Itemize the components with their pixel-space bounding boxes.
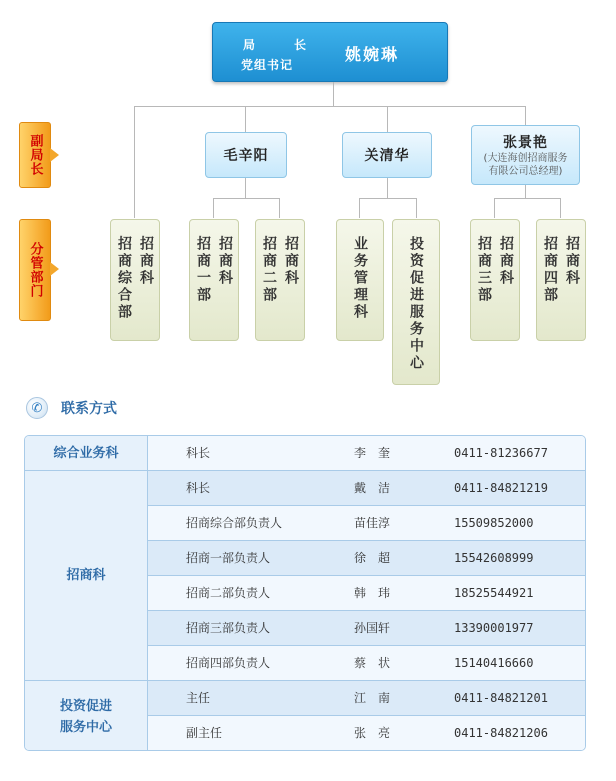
row-phone: 0411-84821219 <box>454 481 548 495</box>
row-phone: 0411-84821201 <box>454 691 548 705</box>
row-title: 招商一部负责人 <box>186 551 271 565</box>
row-person: 江 南 <box>354 691 391 705</box>
category-cell <box>25 681 148 751</box>
table-row <box>148 471 585 506</box>
table-row <box>148 576 585 611</box>
connector <box>333 82 334 106</box>
dept-label: 招商三部 <box>476 236 492 304</box>
row-person: 戴 洁 <box>354 481 391 495</box>
dept-label: 投资促进服务中心 <box>408 236 424 372</box>
dept-label: 招商科 <box>498 236 514 287</box>
connector <box>494 198 561 199</box>
chief-role-zhang: 长 <box>293 38 307 52</box>
connector <box>359 198 417 199</box>
dept-label: 业务管理科 <box>352 236 368 321</box>
dept-label: 招商科 <box>217 236 233 287</box>
table-row <box>148 681 585 716</box>
dept-label: 招商科 <box>138 236 154 287</box>
row-person: 李 奎 <box>354 446 391 460</box>
row-phone: 15509852000 <box>454 516 534 530</box>
row-phone: 0411-84821206 <box>454 726 548 740</box>
row-person: 徐 超 <box>354 551 391 565</box>
table-row <box>148 716 585 751</box>
connector <box>525 184 526 198</box>
table-row <box>148 436 585 471</box>
side-label-departments: 分管部门 <box>19 219 51 321</box>
connector <box>387 106 388 132</box>
row-phone: 15542608999 <box>454 551 534 565</box>
row-phone: 18525544921 <box>454 586 534 600</box>
row-title: 招商二部负责人 <box>186 586 271 600</box>
deputy-box-3 <box>471 125 580 185</box>
connector <box>560 198 561 218</box>
row-title: 主任 <box>186 691 211 705</box>
deputy-name: 关清华 <box>364 148 410 164</box>
row-person: 张 亮 <box>354 726 391 740</box>
chief-box <box>212 22 448 82</box>
connector <box>213 198 214 218</box>
row-title: 招商三部负责人 <box>186 621 271 635</box>
row-phone: 13390001977 <box>454 621 534 635</box>
dept-box-7 <box>536 219 586 341</box>
contact-table <box>24 435 586 751</box>
row-title: 副主任 <box>186 726 223 740</box>
category-cell: 综合业务科 <box>25 436 148 471</box>
table-row <box>148 611 585 646</box>
connector <box>359 198 360 218</box>
connector <box>416 198 417 218</box>
row-person: 蔡 状 <box>354 656 391 670</box>
dept-label: 招商综合部 <box>116 236 132 321</box>
row-title: 招商综合部负责人 <box>186 516 283 530</box>
table-row <box>148 646 585 681</box>
chief-role-ju: 局 <box>243 38 257 52</box>
connector <box>134 106 135 218</box>
contact-header <box>26 397 117 419</box>
table-row <box>148 541 585 576</box>
connector <box>525 106 526 126</box>
row-person: 苗佳淳 <box>354 516 391 530</box>
contact-title: 联系方式 <box>61 401 117 417</box>
connector <box>387 178 388 198</box>
dept-label: 招商一部 <box>195 236 211 304</box>
table-row <box>148 506 585 541</box>
row-phone: 0411-81236677 <box>454 446 548 460</box>
deputy-name: 毛辛阳 <box>223 148 269 164</box>
connector <box>494 198 495 218</box>
dept-box-4 <box>336 219 384 341</box>
arrow-right-icon <box>50 262 59 276</box>
category-line: 服务中心 <box>59 719 112 735</box>
row-title: 科长 <box>186 481 211 495</box>
row-person: 孙国轩 <box>354 621 391 635</box>
deputy-name: 张景艳 <box>503 135 548 151</box>
dept-box-5 <box>392 219 440 385</box>
dept-box-1 <box>110 219 160 341</box>
chief-name: 姚婉琳 <box>345 45 400 64</box>
chief-role-line2: 党组书记 <box>241 58 294 72</box>
category-cell: 招商科 <box>25 471 148 681</box>
connector <box>245 178 246 198</box>
deputy-note: 有限公司总经理) <box>488 166 563 177</box>
connector <box>213 198 280 199</box>
dept-box-6 <box>470 219 520 341</box>
row-person: 韩 玮 <box>354 586 391 600</box>
row-phone: 15140416660 <box>454 656 534 670</box>
dept-box-3 <box>255 219 305 341</box>
dept-box-2 <box>189 219 239 341</box>
dept-label: 招商科 <box>283 236 299 287</box>
dept-label: 招商科 <box>564 236 580 287</box>
dept-label: 招商四部 <box>542 236 558 304</box>
row-title: 招商四部负责人 <box>186 656 271 670</box>
deputy-note: (大连海创招商服务 <box>483 153 568 164</box>
deputy-box-2 <box>342 132 432 178</box>
deputy-box-1 <box>205 132 287 178</box>
connector <box>245 106 246 132</box>
chief-role-line1 <box>243 36 307 53</box>
connector <box>279 198 280 218</box>
dept-label: 招商二部 <box>261 236 277 304</box>
connector <box>134 106 526 107</box>
side-label-deputy: 副局长 <box>19 122 51 188</box>
phone-icon: ✆ <box>26 397 48 419</box>
arrow-right-icon <box>50 148 59 162</box>
row-title: 科长 <box>186 446 211 460</box>
category-line: 投资促进 <box>59 698 112 714</box>
